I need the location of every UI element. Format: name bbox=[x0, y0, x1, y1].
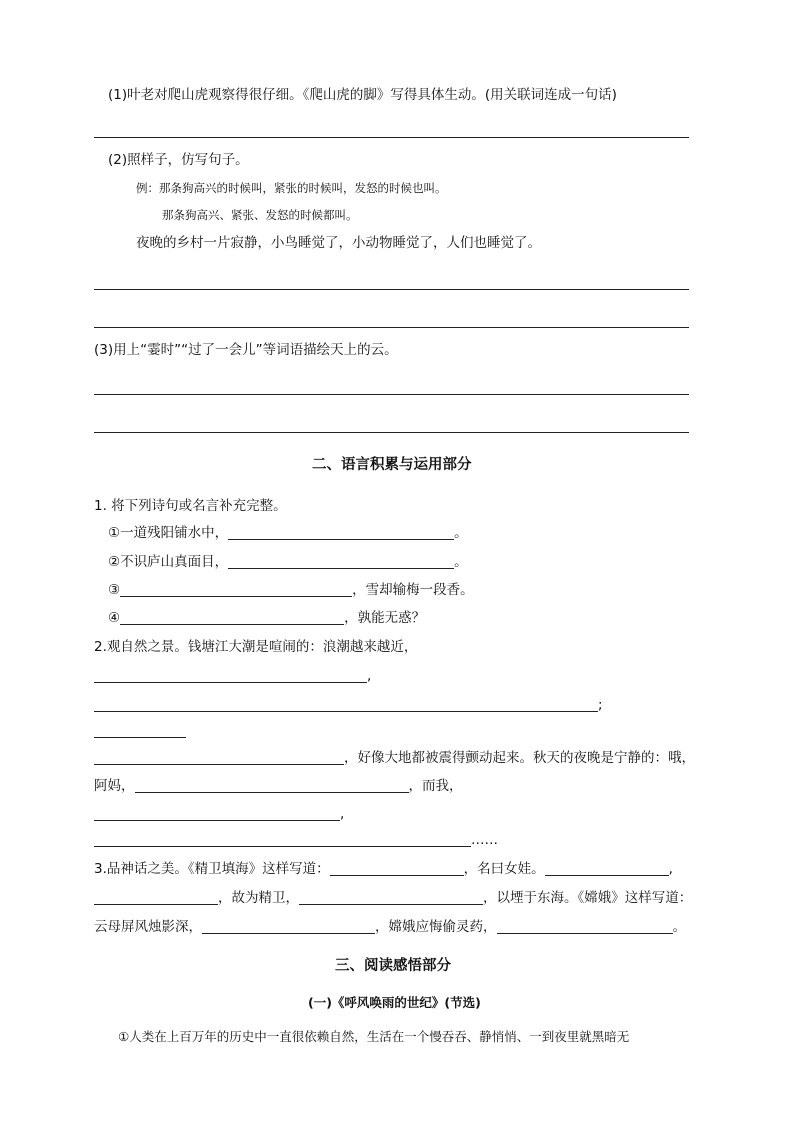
q2-row-5: 阿妈， ，而我， bbox=[94, 778, 463, 794]
question-1-2: (2)照样子，仿写句子。 bbox=[108, 152, 249, 168]
q2-3-row-3: 云母屏风烛影深， ，嫦娥应悔偷灵药， 。 bbox=[94, 919, 686, 935]
fill-blank[interactable] bbox=[299, 890, 483, 905]
answer-line[interactable] bbox=[94, 432, 689, 433]
fill-blank[interactable] bbox=[228, 525, 454, 540]
fill-blank[interactable] bbox=[120, 610, 344, 625]
answer-line[interactable] bbox=[94, 394, 689, 395]
fill-blank[interactable] bbox=[202, 919, 375, 934]
answer-line[interactable] bbox=[94, 327, 689, 328]
poem-line-d: ④ ，孰能无惑？ bbox=[108, 610, 426, 626]
question-2-1: 1. 将下列诗句或名言补充完整。 bbox=[94, 498, 287, 514]
q2-blank-row-1: , bbox=[94, 667, 371, 685]
fill-blank[interactable] bbox=[94, 832, 471, 847]
fill-blank[interactable] bbox=[120, 582, 352, 597]
example-sentence-2: 那条狗高兴、紧张、发怒的时候都叫。 bbox=[162, 208, 358, 222]
fill-blank[interactable] bbox=[228, 554, 454, 569]
fill-blank[interactable] bbox=[94, 697, 598, 712]
answer-line[interactable] bbox=[94, 137, 689, 138]
fill-blank[interactable] bbox=[94, 668, 367, 683]
q2-3-row-1: 3.品神话之美。《精卫填海》这样写道： ，名曰女娃。 , bbox=[94, 861, 673, 877]
fill-blank[interactable] bbox=[94, 890, 218, 905]
q2-row-6: , bbox=[94, 805, 344, 823]
fill-blank[interactable] bbox=[94, 750, 344, 765]
q2-row-7: …… bbox=[94, 831, 498, 849]
example-sentence-1: 例：那条狗高兴的时候叫，紧张的时候叫，发怒的时候也叫。 bbox=[136, 181, 447, 195]
fill-blank[interactable] bbox=[497, 919, 673, 934]
poem-line-c: ③ ，雪却输梅一段香。 bbox=[108, 582, 474, 598]
section-title: 三、阅读感悟部分 bbox=[335, 958, 451, 974]
fill-blank[interactable] bbox=[330, 861, 464, 876]
poem-line-a: ①一道残阳铺水中， 。 bbox=[108, 525, 468, 541]
question-1-3: (3)用上“霎时”“过了一会儿”等词语描绘天上的云。 bbox=[94, 342, 398, 358]
poem-line-b: ②不识庐山真面目， 。 bbox=[108, 554, 468, 570]
q2-blank-row-2: ; bbox=[94, 696, 603, 714]
q2-row-4: ，好像大地都被震得颤动起来。秋天的夜晚是宁静的：哦， bbox=[94, 749, 695, 767]
source-sentence: 夜晚的乡村一片寂静，小鸟睡觉了，小动物睡觉了，人们也睡觉了。 bbox=[136, 235, 541, 251]
fill-blank[interactable] bbox=[135, 778, 409, 793]
answer-line[interactable] bbox=[94, 289, 689, 290]
fill-blank[interactable] bbox=[545, 861, 669, 876]
reading-paragraph: ①人类在上百万年的历史中一直很依赖自然，生活在一个慢吞吞、静悄悄、一到夜里就黑暗无 bbox=[118, 1029, 630, 1044]
question-2-2: 2.观自然之景。钱塘江大潮是喧闹的：浪潮越来越近， bbox=[94, 639, 418, 655]
q2-3-row-2: ，故为精卫， ，以堙于东海。《嫦娥》这样写道： bbox=[94, 889, 692, 907]
question-1-1: (1)叶老对爬山虎观察得很仔细。《爬山虎的脚》写得具体生动。(用关联词连成一句话) bbox=[108, 87, 617, 103]
reading-title: (一)《呼风唤雨的世纪》(节选) bbox=[308, 995, 481, 1010]
fill-blank[interactable] bbox=[94, 737, 186, 738]
fill-blank[interactable] bbox=[94, 806, 340, 821]
section-title: 二、语言积累与运用部分 bbox=[312, 457, 472, 473]
